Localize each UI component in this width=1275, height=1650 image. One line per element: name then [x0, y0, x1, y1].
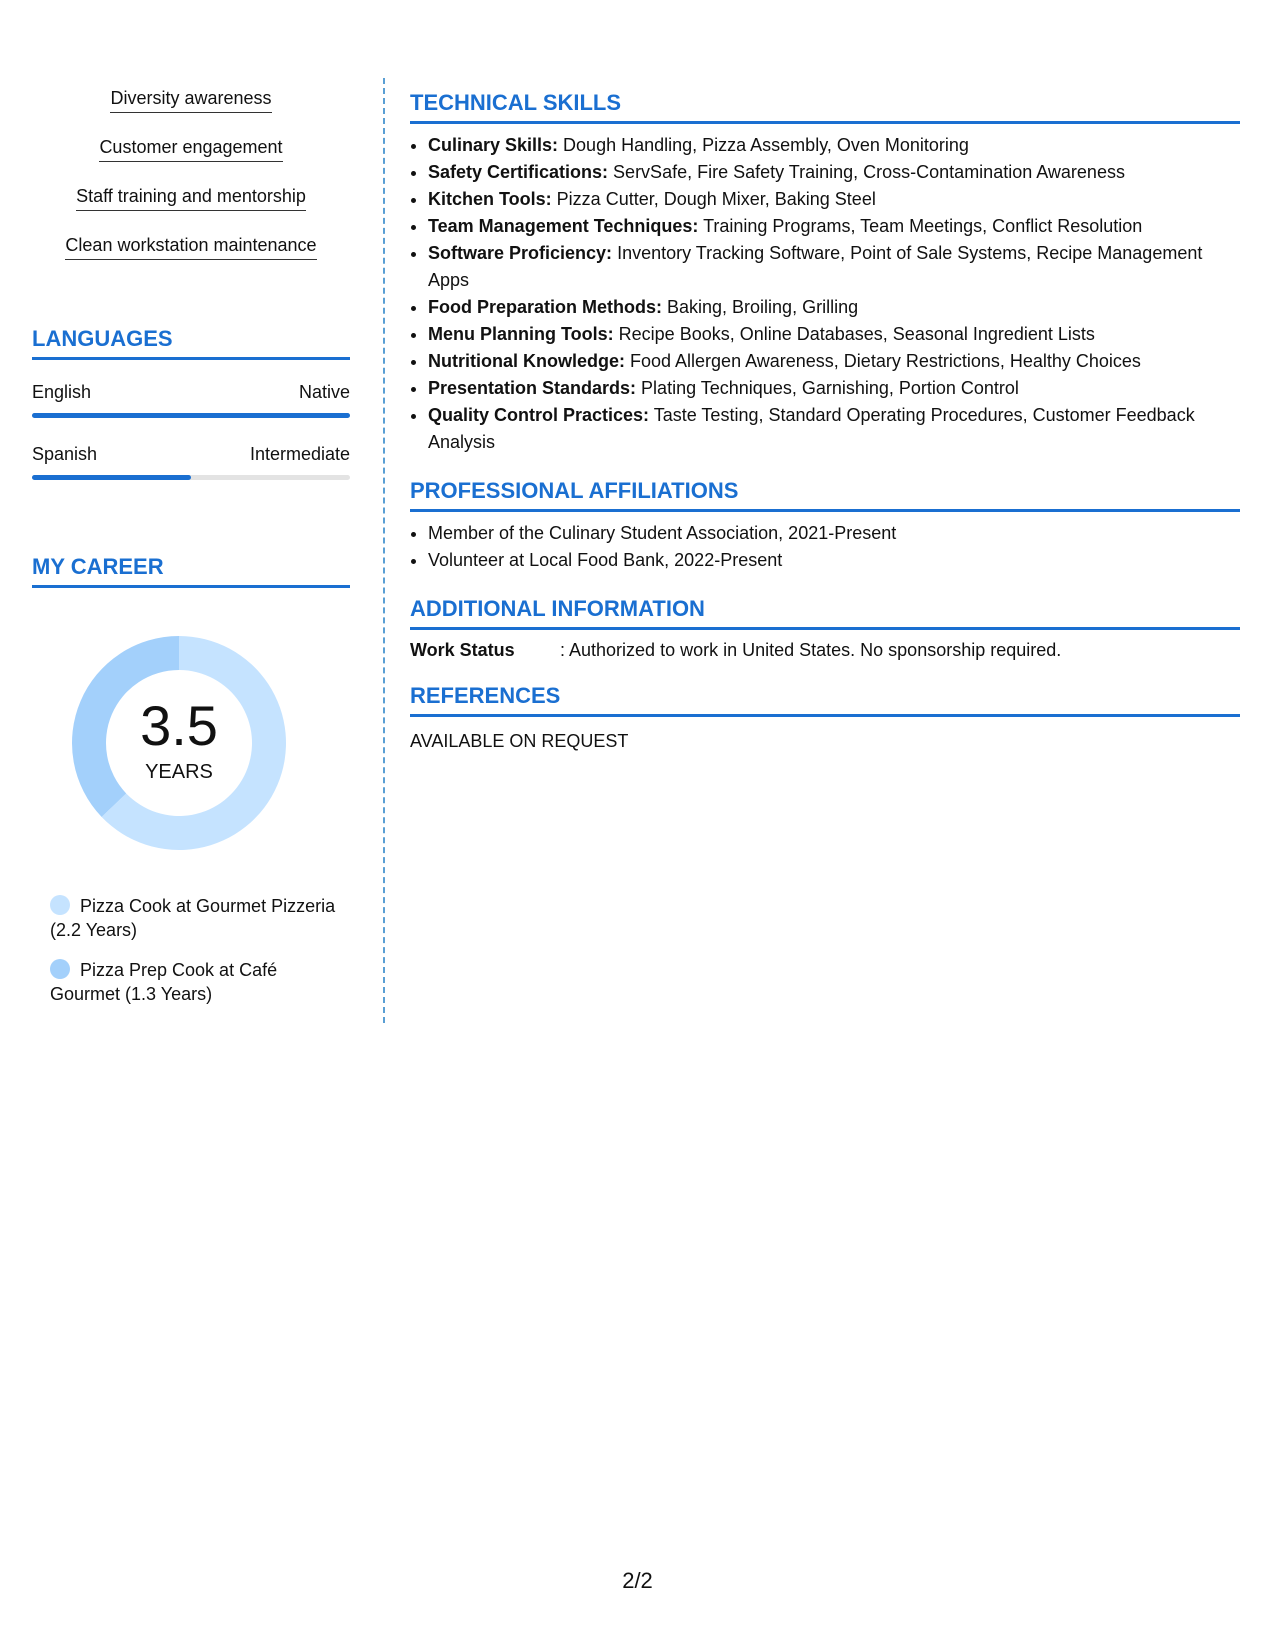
language-bar: [32, 475, 350, 480]
skill-tag: Clean workstation maintenance: [65, 235, 316, 260]
skill-label: Safety Certifications:: [428, 162, 609, 182]
page-number: 2/2: [622, 1568, 653, 1593]
skill-text: Plating Techniques, Garnishing, Portion Control: [636, 378, 1019, 398]
skill-label: Food Preparation Methods:: [428, 297, 662, 317]
skill-label: Team Management Techniques:: [428, 216, 699, 236]
skill-text: Recipe Books, Online Databases, Seasonal Ingredient Lists: [613, 324, 1095, 344]
skill-tag: Diversity awareness: [110, 88, 271, 113]
language-level: Native: [298, 382, 350, 402]
affiliations-title: PROFESSIONAL AFFILIATIONS: [410, 478, 1240, 512]
list-item: [428, 321, 1240, 348]
legend-item: [50, 894, 350, 942]
skill-text: Baking, Broiling, Grilling: [662, 297, 859, 317]
language-name: English: [32, 382, 92, 402]
skill-text: Taste Testing, Standard Operating Procedures, Customer Feedback Analysis: [428, 405, 1195, 452]
skills-list: [32, 78, 350, 274]
list-item: • Volunteer at Local Food Bank, 2022-Present: [428, 547, 1240, 574]
technical-skills-title: TECHNICAL SKILLS: [410, 90, 1240, 124]
legend-item: [50, 958, 350, 1006]
references-title: REFERENCES: [410, 683, 1240, 717]
skill-label: Menu Planning Tools:: [428, 324, 614, 344]
career-title: MY CAREER: [32, 554, 350, 588]
legend-dot: [50, 959, 70, 979]
skill-text: Inventory Tracking Software, Point of Sale Systems, Recipe Management Apps: [428, 243, 1203, 290]
list-item: [428, 294, 1240, 321]
language-name: Spanish: [32, 444, 98, 464]
list-item: [428, 375, 1240, 402]
work-status-row: [410, 640, 1240, 661]
skill-label: Quality Control Practices:: [428, 405, 650, 425]
skill-text: ServSafe, Fire Safety Training, Cross-Contamination Awareness: [608, 162, 1125, 182]
skill-tag: Customer engagement: [99, 137, 282, 162]
skill-text: Training Programs, Team Meetings, Conflict Resolution: [698, 216, 1143, 236]
legend-dot: [50, 895, 70, 915]
skill-text: Dough Handling, Pizza Assembly, Oven Monitoring: [558, 135, 969, 155]
list-item: [428, 159, 1240, 186]
list-item: [428, 186, 1240, 213]
language-level: Intermediate: [249, 444, 350, 464]
skill-label: Software Proficiency:: [428, 243, 613, 263]
list-item: [428, 240, 1240, 294]
language-english: [32, 382, 350, 418]
work-status-label: Work Status: [410, 640, 515, 660]
sidebar: [32, 78, 350, 1022]
references-text: AVAILABLE ON REQUEST: [410, 731, 629, 751]
skill-label: Culinary Skills:: [428, 135, 559, 155]
technical-skills-list: [410, 132, 1240, 456]
career-legend: [50, 894, 350, 1006]
language-bar: [32, 413, 350, 418]
career-unit: YEARS: [145, 761, 213, 783]
career-total: 3.5: [140, 694, 218, 757]
languages-title: LANGUAGES: [32, 326, 350, 360]
legend-label: Pizza Prep Cook at Café Gourmet (1.3 Years): [50, 960, 278, 1004]
list-item: • Member of the Culinary Student Association, 2021-Present: [428, 520, 1240, 547]
language-spanish: [32, 444, 350, 480]
column-divider: [383, 78, 385, 1023]
work-status-value: : Authorized to work in United States. No sponsorship required.: [560, 640, 1062, 660]
career-donut-chart: [64, 628, 294, 858]
affiliations-list: [410, 520, 1240, 574]
list-item: [428, 402, 1240, 456]
list-item: [428, 348, 1240, 375]
skill-tag: Staff training and mentorship: [76, 186, 306, 211]
skill-text: Food Allergen Awareness, Dietary Restrictions, Healthy Choices: [625, 351, 1141, 371]
additional-info-title: ADDITIONAL INFORMATION: [410, 596, 1240, 630]
skill-label: Nutritional Knowledge:: [428, 351, 625, 371]
language-bar-fill: [32, 413, 350, 418]
skill-label: Kitchen Tools:: [428, 189, 552, 209]
language-bar-fill: [32, 475, 191, 480]
main-content: [410, 90, 1240, 752]
list-item: [428, 132, 1240, 159]
list-item: [428, 213, 1240, 240]
legend-label: Pizza Cook at Gourmet Pizzeria (2.2 Years): [50, 896, 336, 940]
skill-label: Presentation Standards:: [428, 378, 637, 398]
skill-text: Pizza Cutter, Dough Mixer, Baking Steel: [551, 189, 876, 209]
